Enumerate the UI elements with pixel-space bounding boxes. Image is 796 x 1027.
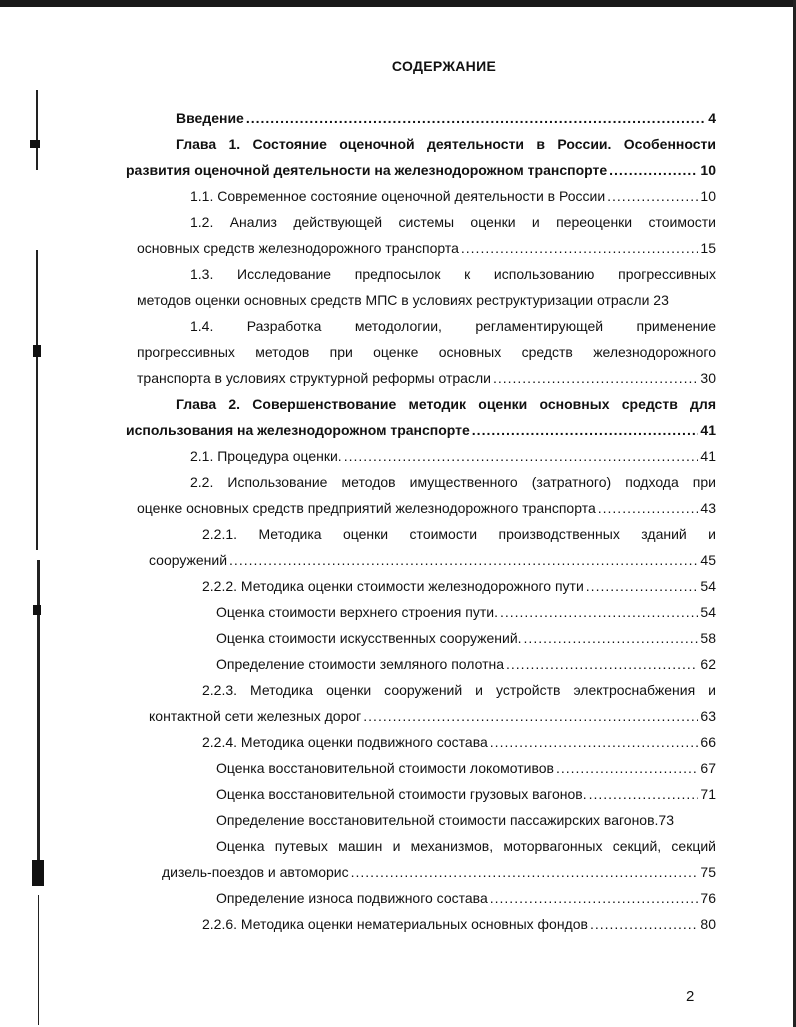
toc-entry-2-2 [190,469,716,495]
toc-entry-2-2-cont [137,495,716,521]
toc-entry-artificial-structures [216,625,716,651]
toc-entry-passenger-wagons [216,807,716,833]
leader-dots [500,599,698,625]
leader-dots [246,105,706,131]
toc-entry-text: Оценка путевых машин и механизмов, моторвагонных секций, секций [216,838,716,854]
toc-entry-chapter-2 [176,391,716,417]
toc-entry-page: 41 [700,448,716,464]
toc-entry-page: 41 [700,422,716,438]
toc-entry-page: 43 [700,500,716,516]
toc-entry-text: Определение износа подвижного состава [216,890,488,906]
toc-entry-track-machines-cont [162,859,716,885]
leader-dots [461,235,699,261]
toc-entry-page: 54 [700,578,716,594]
leader-dots [363,703,698,729]
toc-entry-1-3 [190,261,716,287]
toc-entry-page: 15 [700,240,716,256]
toc-entry-page: 63 [700,708,716,724]
toc-entry-page: 45 [700,552,716,568]
toc-entry-text: транспорта в условиях структурной реформы отрасли [137,370,491,386]
toc-entry-text: 2.2.2. Методика оценки стоимости железнодорожного пути [202,578,584,594]
binding-edge [30,0,44,1027]
toc-entry-freight-wagons [216,781,716,807]
toc-entry-chapter-1-cont [126,157,716,183]
toc-entry-text: дизель-поездов и автоморис [162,864,349,880]
toc-entry-text: Определение стоимости земляного полотна [216,656,505,672]
toc-entry-text: 1.4. Разработка методологии, регламентирующей применение [190,318,716,334]
leader-dots [229,547,698,573]
toc-entry-text: развития оценочной деятельности на железнодорожном транспорте [126,162,608,178]
toc-entry-track-machines [216,833,716,859]
toc-entry-page: 80 [700,916,716,932]
toc-entry-1-1 [190,183,716,209]
toc-entry-text: 2.2.6. Методика оценки нематериальных основных фондов [202,916,588,932]
toc-entry-page: 4 [708,110,716,126]
toc-entry-text: 2.2.1. Методика оценки стоимости производственных зданий и [202,526,716,542]
toc-entry-page: 58 [700,630,716,646]
toc-entry-2-2-1 [202,521,716,547]
scan-border-top [0,0,796,7]
toc-entry-text: Оценка восстановительной стоимости локомотивов [216,760,554,776]
toc-entry-2-1 [190,443,716,469]
toc-entry-rolling-stock-wear [216,885,716,911]
leader-dots [472,417,699,443]
toc-entry-text: методов оценки основных средств МПС в условиях реструктуризации отрасли 23 [137,292,669,308]
toc-entry-page: 54 [700,604,716,620]
toc-entry-1-2-cont [137,235,716,261]
toc-entry-text: Оценка стоимости верхнего строения пути. [216,604,498,620]
toc-entry-roadbed [216,651,716,677]
toc-entry-page: 66 [700,734,716,750]
toc-entry-1-4-cont-2 [137,365,716,391]
toc-entry-text: Оценка восстановительной стоимости грузовых вагонов. [216,786,587,802]
toc-entry-1-2 [190,209,716,235]
toc-entry-text: Оценка стоимости искусственных сооружений. [216,630,522,646]
toc-entry-text: контактной сети железных дорог [149,708,362,724]
leader-dots [556,755,698,781]
toc-entry-text: 2.2.3. Методика оценки сооружений и устройств электроснабжения и [202,682,716,698]
leader-dots [589,781,699,807]
toc-entry-text: 2.2.4. Методика оценки подвижного состава [202,734,488,750]
leader-dots [493,365,698,391]
toc-entry-page: 67 [700,760,716,776]
toc-entry-text: 1.2. Анализ действующей системы оценки и переоценки стоимости [190,214,716,230]
page-number: 2 [686,988,695,1005]
toc-entry-page: 71 [700,786,716,802]
toc-entry-text: оценке основных средств предприятий железнодорожного транспорта [137,500,596,516]
toc-title: СОДЕРЖАНИЕ [391,58,497,74]
leader-dots [590,911,698,937]
toc-entry-page: 10 [700,188,716,204]
toc-entry-introduction [176,105,716,131]
toc-entry-1-4-cont [137,339,716,365]
toc-entry-text: сооружений [149,552,228,568]
leader-dots [607,183,698,209]
toc-entry-2-2-6 [202,911,716,937]
toc-entry-1-3-cont [137,287,716,313]
toc-entry-page: 30 [700,370,716,386]
leader-dots [344,443,699,469]
toc-entry-page: 62 [700,656,716,672]
toc-entry-2-2-2 [202,573,716,599]
toc-entry-2-2-1-cont [149,547,716,573]
toc-entry-text: 2.1. Процедура оценки. [190,448,342,464]
leader-dots [609,157,698,183]
toc-entry-page: 75 [700,864,716,880]
toc-entry-locomotives [216,755,716,781]
toc-entry-text: 1.1. Современное состояние оценочной деятельности в России [190,188,606,204]
toc-entry-text: основных средств железнодорожного транспорта [137,240,459,256]
leader-dots [586,573,699,599]
toc-entry-1-4 [190,313,716,339]
toc-entry-text: Глава 2. Совершенствование методик оценки основных средств для [176,396,716,412]
toc-entry-chapter-1 [176,131,716,157]
toc-entry-text: прогрессивных методов при оценке основных средств железнодорожного [137,344,716,360]
leader-dots [490,729,699,755]
toc-entry-chapter-2-cont [126,417,716,443]
toc-entry-text: Введение [176,110,244,126]
toc-entry-text: 1.3. Исследование предпосылок к использованию прогрессивных [190,266,716,282]
toc-entry-page: 76 [700,890,716,906]
leader-dots [506,651,698,677]
toc-entry-2-2-4 [202,729,716,755]
leader-dots [490,885,699,911]
toc-entry-2-2-3-cont [149,703,716,729]
leader-dots [598,495,699,521]
toc-entry-upper-track [216,599,716,625]
leader-dots [524,625,699,651]
toc-entry-page: 10 [700,162,716,178]
toc-entry-2-2-3 [202,677,716,703]
toc-entry-text: использования на железнодорожном транспорте [126,422,470,438]
toc-entry-text: Определение восстановительной стоимости пассажирских вагонов.73 [216,812,674,828]
toc-entry-text: Глава 1. Состояние оценочной деятельности в России. Особенности [176,136,716,152]
leader-dots [351,859,699,885]
toc-entry-text: 2.2. Использование методов имущественного (затратного) подхода при [190,474,716,490]
